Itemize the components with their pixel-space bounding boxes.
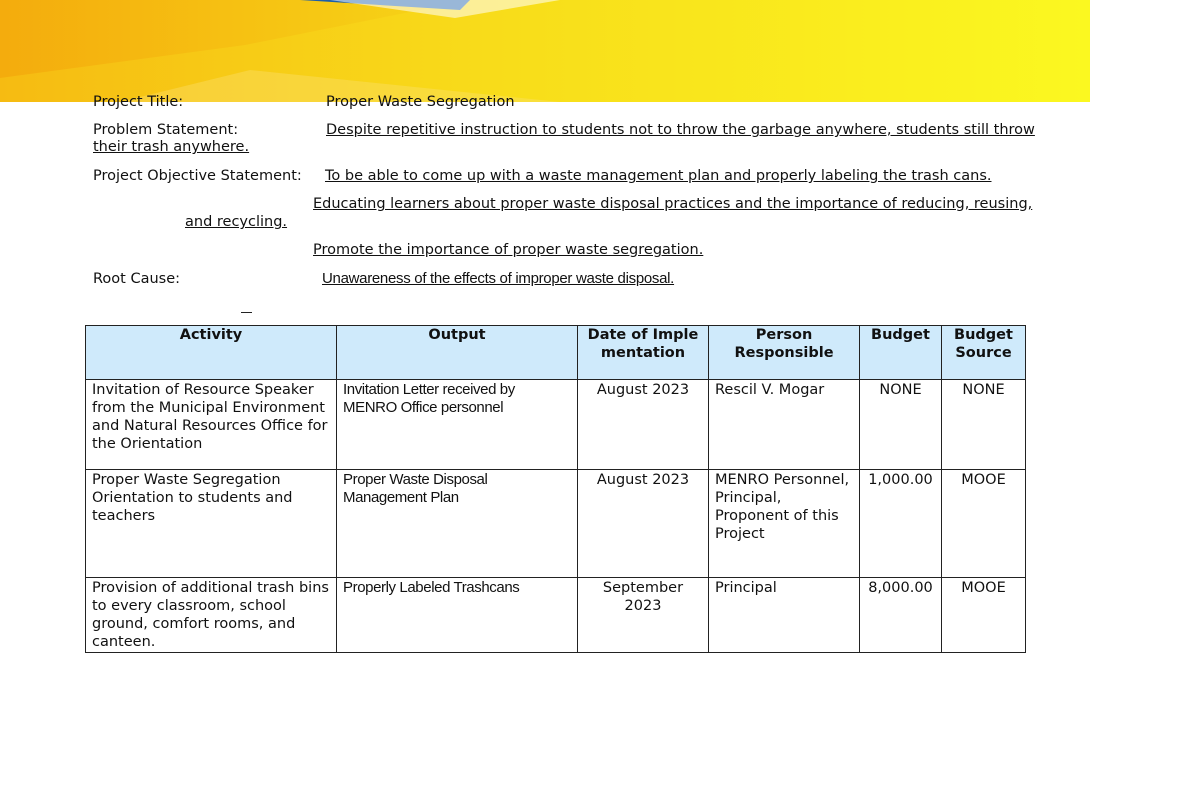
cell-budget: 1,000.00	[860, 470, 942, 578]
cell-activity: Invitation of Resource Speaker from the Municipal Environment and Natural Resources Office for the Orientation	[86, 380, 337, 470]
header-date: Date of Implementation	[578, 326, 709, 380]
objective-statement-1: To be able to come up with a waste management plan and properly labeling the trash cans.	[325, 168, 992, 184]
cell-person: MENRO Personnel, Principal, Proponent of this Project	[709, 470, 860, 578]
problem-statement-line-1: Despite repetitive instruction to students not to throw the garbage anywhere, students still throw	[326, 122, 1035, 138]
objective-statement-3: Promote the importance of proper waste segregation.	[313, 242, 704, 258]
root-cause-label: Root Cause:	[93, 271, 181, 287]
cell-activity: Proper Waste Segregation Orientation to students and teachers	[86, 470, 337, 578]
cell-budget-source: NONE	[942, 380, 1026, 470]
cell-budget: 8,000.00	[860, 578, 942, 653]
action-plan-table	[85, 325, 1026, 653]
problem-statement-label: Problem Statement:	[93, 122, 239, 138]
cell-budget: NONE	[860, 380, 942, 470]
table-row	[86, 578, 1026, 653]
project-title-label: Project Title:	[93, 94, 184, 110]
stray-underline	[241, 312, 252, 313]
header-person: Person Responsible	[709, 326, 860, 380]
header-banner	[0, 0, 1090, 102]
cell-person: Principal	[709, 578, 860, 653]
table-header-row	[86, 326, 1026, 380]
project-title-value: Proper Waste Segregation	[326, 94, 515, 110]
cell-output: Invitation Letter received by MENRO Office personnel	[337, 380, 578, 470]
cell-date: August 2023	[578, 380, 709, 470]
objective-statement-2-line-1: Educating learners about proper waste disposal practices and the importance of reducing, reusing,	[313, 196, 1033, 212]
cell-date: August 2023	[578, 470, 709, 578]
cell-date: September 2023	[578, 578, 709, 653]
header-budget-source: Budget Source	[942, 326, 1026, 380]
table-row	[86, 380, 1026, 470]
header-activity: Activity	[86, 326, 337, 380]
header-budget: Budget	[860, 326, 942, 380]
cell-person: Rescil V. Mogar	[709, 380, 860, 470]
table-row	[86, 470, 1026, 578]
cell-budget-source: MOOE	[942, 470, 1026, 578]
cell-output: Proper Waste Disposal Management Plan	[337, 470, 578, 578]
cell-output: Properly Labeled Trashcans	[337, 578, 578, 653]
problem-statement-line-2: their trash anywhere.	[93, 139, 250, 155]
objective-statement-label: Project Objective Statement:	[93, 168, 302, 184]
cell-activity: Provision of additional trash bins to every classroom, school ground, comfort rooms, and canteen.	[86, 578, 337, 653]
objective-statement-2-line-2: and recycling.	[185, 214, 288, 230]
root-cause-value: Unawareness of the effects of improper waste disposal.	[322, 270, 675, 287]
cell-budget-source: MOOE	[942, 578, 1026, 653]
header-output: Output	[337, 326, 578, 380]
